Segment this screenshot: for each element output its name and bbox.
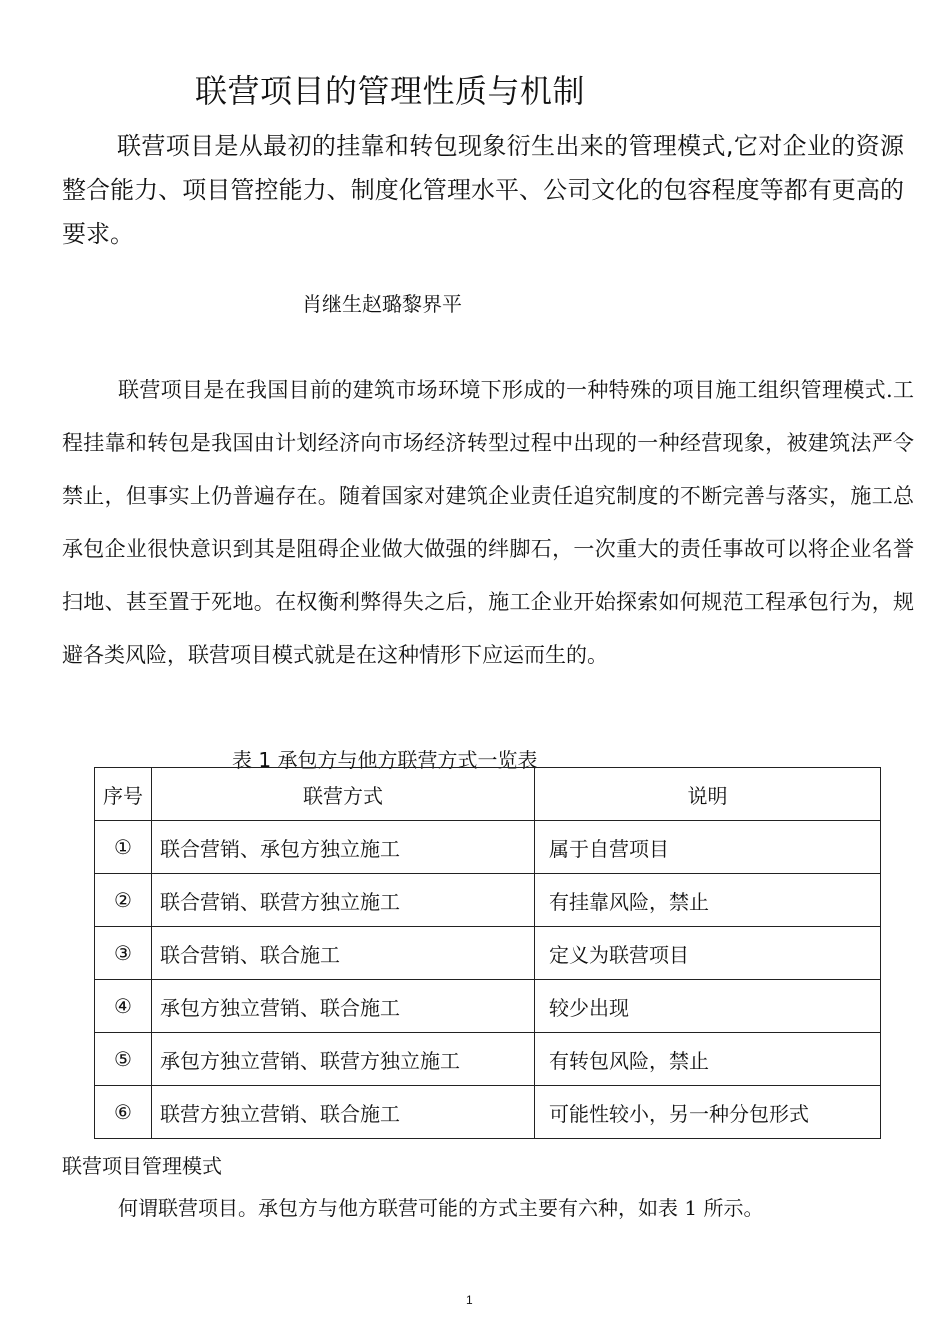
row-note: 属于自营项目 <box>535 821 881 874</box>
table-row <box>95 821 881 874</box>
page-number: 1 <box>466 1293 473 1307</box>
header-mode: 联营方式 <box>152 768 535 821</box>
table-row <box>95 1033 881 1086</box>
row-mode: 联合营销、联营方独立施工 <box>152 874 535 927</box>
table-caption: 表 1 承包方与他方联营方式一览表 <box>232 748 538 772</box>
row-mode: 联合营销、联合施工 <box>152 927 535 980</box>
row-mode: 承包方独立营销、联合施工 <box>152 980 535 1033</box>
abstract: 联营项目是从最初的挂靠和转包现象衍生出来的管理模式,它对企业的资源整合能力、项目管控能力、制度化管理水平、公司文化的包容程度等都有更高的要求。 <box>62 132 904 248</box>
row-note: 定义为联营项目 <box>535 927 881 980</box>
table-header-row <box>95 768 881 821</box>
row-note: 较少出现 <box>535 980 881 1033</box>
joint-venture-table <box>94 767 881 1139</box>
section-heading: 联营项目管理模式 <box>62 1154 222 1178</box>
row-serial: ⑤ <box>95 1033 152 1086</box>
intro-rest: 。承包方与他方联营可能的方式主要有六种，如表 1 所示。 <box>238 1196 764 1220</box>
table-row <box>95 1086 881 1139</box>
table-row <box>95 980 881 1033</box>
document-title: 联营项目的管理性质与机制 <box>195 72 586 110</box>
body-paragraph: 联营项目是在我国目前的建筑市场环境下形成的一种特殊的项目施工组织管理模式.工程挂靠和转包是我国由计划经济向市场经济转型过程中出现的一种经营现象，被建筑法严令禁止，但事实上仍普遍存在。随着国家对建筑企业责任追究制度的不断完善与落实，施工总承包企业很快意识到其是阻碍企业做大做强的绊脚石，一次重大的责任事故可以将企业名誉扫地、甚至置于死地。在权衡利弊得失之后，施工企业开始探索如何规范工程承包行为，规避各类风险，联营项目模式就是在这种情形下应运而生的。 <box>62 378 914 667</box>
table-row <box>95 927 881 980</box>
authors: 肖继生赵璐黎界平 <box>302 292 462 316</box>
row-serial: ⑥ <box>95 1086 152 1139</box>
row-serial: ③ <box>95 927 152 980</box>
header-serial: 序号 <box>95 768 152 821</box>
row-note: 可能性较小，另一种分包形式 <box>535 1086 881 1139</box>
row-note: 有挂靠风险，禁止 <box>535 874 881 927</box>
table-row <box>95 874 881 927</box>
row-serial: ④ <box>95 980 152 1033</box>
row-serial: ② <box>95 874 152 927</box>
intro-lead: 何谓联营项目 <box>118 1196 238 1220</box>
header-note: 说明 <box>535 768 881 821</box>
row-mode: 联合营销、承包方独立施工 <box>152 821 535 874</box>
intro-paragraph <box>118 1192 763 1221</box>
row-note: 有转包风险，禁止 <box>535 1033 881 1086</box>
row-mode: 承包方独立营销、联营方独立施工 <box>152 1033 535 1086</box>
row-mode: 联营方独立营销、联合施工 <box>152 1086 535 1139</box>
row-serial: ① <box>95 821 152 874</box>
